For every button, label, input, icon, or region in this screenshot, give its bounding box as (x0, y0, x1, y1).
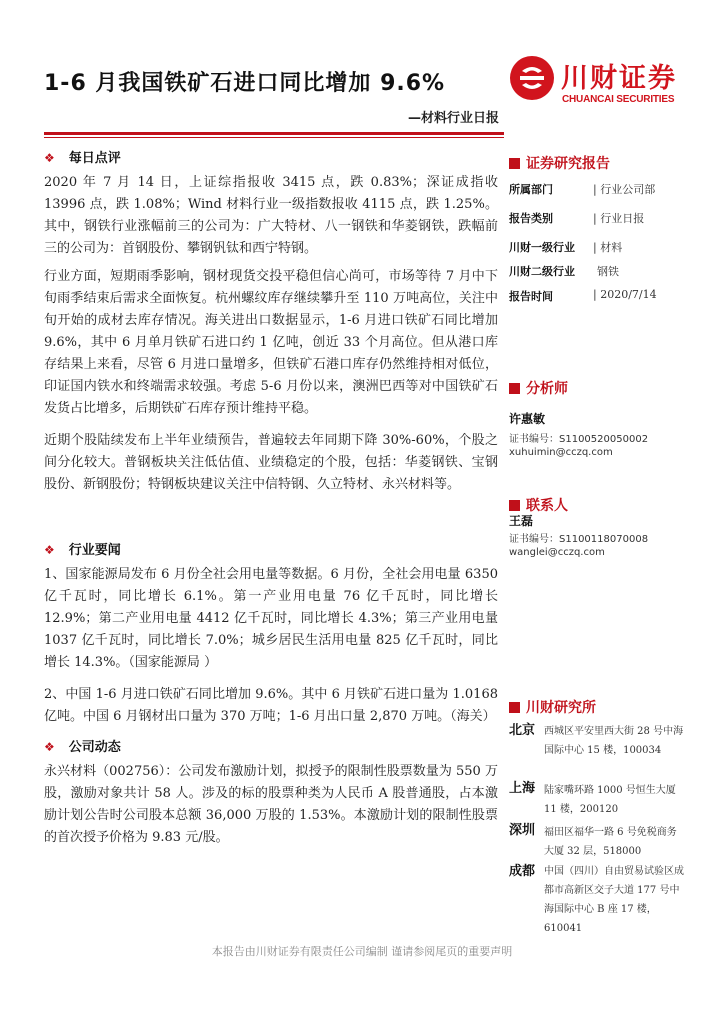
report-subtitle: —材料行业日报 (407, 111, 499, 126)
square-bullet-icon (509, 702, 520, 713)
info-row-date: 报告时间 | 2020/7/14 (509, 288, 657, 303)
industry-news-1: 1、国家能源局发布 6 月份全社会用电量等数据。6 月份，全社会用电量 6350 亿千瓦时，同比增长 6.1%。第一产业用电量 76 亿千瓦时，同比增长 12.9%；第二产业用电量 4412 亿千瓦时，同比增长 4.3%；第三产业用电量 1037 亿千瓦时，同比增长 7.0%；城乡居民生活用电量 825 亿千瓦时，同比增长 14.3%。（国家能源局 ） (44, 567, 498, 670)
contact-name: 王磊 (509, 514, 534, 528)
square-bullet-icon (509, 500, 520, 511)
office-city-chengdu: 成都 (509, 864, 536, 879)
square-bullet-icon (509, 158, 520, 169)
chuancai-logo-icon (509, 55, 555, 101)
office-address-chengdu: 中国（四川）自由贸易试验区成都市高新区交子大道 177 号中海国际中心 B 座 17 楼，610041 (544, 866, 684, 934)
industry-news-2: 2、中国 1-6 月进口铁矿石同比增加 9.6%。其中 6 月铁矿石进口量为 1.0168 亿吨。中国 6 月钢材出口量为 370 万吨；1-6 月出口量 2,870 万吨。（海关） (44, 687, 498, 724)
office-address-shenzhen: 福田区福华一路 6 号免税商务大厦 32 层，518000 (544, 827, 677, 857)
daily-paragraph-3: 近期个股陆续发布上半年业绩预告，普遍较去年同期下降 30%-60%，个股之间分化较大。普钢板块关注低估值、业绩稳定的个股，包括：华菱钢铁、宝钢股份、新钢股份；特钢板块建议关注中信特钢、久立特材、永兴材料等。 (44, 433, 498, 492)
company-news-1: 永兴材料（002756）：公司发布激励计划，拟授予的限制性股票数量为 550 万股，激励对象共计 58 人。涉及的标的股票种类为人民币 A 股普通股，占本激励计划公告时公司股本总额 36,000 万股的 1.53%。本激励计划的限制性股票的首次授予价格为 9.83 元/股。 (44, 764, 498, 845)
logo-english-name: CHUANCAI SECURITIES (562, 94, 675, 105)
institute-heading: 川财研究所 (509, 697, 596, 717)
daily-paragraph-2: 行业方面，短期雨季影响，钢材现货交投平稳但信心尚可，市场等待 7 月中下旬雨季结束后需求全面恢复。杭州螺纹库存继续攀升至 110 万吨高位，关注中旬开始的成材去库存情况。海关进出口数据显示，1-6 月进口铁矿石同比增加 9.6%，其中 6 月单月铁矿石进口约 1 亿吨，创近 33 个月高位。但从港口库存结果上来看，尽管 6 月进口量增多，但铁矿石港口库存仍然维持相对低位，印证国内铁水和终端需求较强。考虑 5-6 月份以来，澳洲巴西等对中国铁矿石发货占比增多，后期铁矿石库存预计维持平稳。 (44, 269, 498, 416)
office-address-shanghai: 陆家嘴环路 1000 号恒生大厦 11 楼，200120 (544, 785, 676, 815)
analyst-cert: 证书编号：S1100520050002 (509, 434, 649, 445)
section-company-heading: ❖ 公司动态 (44, 740, 121, 755)
office-city-shanghai: 上海 (509, 781, 536, 796)
office-city-beijing: 北京 (509, 723, 536, 738)
office-city-shenzhen: 深圳 (509, 823, 536, 838)
square-bullet-icon (509, 383, 520, 394)
daily-paragraph-1: 2020 年 7 月 14 日，上证综指报收 3415 点，跌 0.83%；深证成指收 13996 点，跌 1.08%；Wind 材料行业一级指数报收 4115 点，跌 1.25%。其中，钢铁行业涨幅前三的公司为：广大特材、八一钢铁和华菱钢铁，跌幅前三的公司为：首钢股份、攀钢钒钛和西宁特钢。 (44, 175, 498, 256)
contact-email[interactable]: wanglei@cczq.com (509, 547, 605, 558)
diamond-bullet-icon: ❖ (44, 740, 55, 754)
section-industry-heading: ❖ 行业要闻 (44, 543, 121, 558)
contact-cert: 证书编号：S1100118070008 (509, 534, 649, 545)
info-row-industry-l2: 川财二级行业 钢铁 (509, 265, 619, 278)
report-info-heading: 证券研究报告 (509, 153, 610, 173)
info-row-industry-l1: 川财一级行业 | 材料 (509, 241, 623, 254)
title-rule-thin (44, 137, 504, 138)
section-daily-heading: ❖ 每日点评 (44, 151, 121, 166)
info-row-department: 所属部门 | 行业公司部 (509, 183, 656, 196)
diamond-bullet-icon: ❖ (44, 543, 55, 557)
analyst-name: 许惠敏 (509, 412, 546, 426)
footer-disclaimer: 本报告由川财证券有限责任公司编制 谨请参阅尾页的重要声明 (211, 945, 513, 958)
info-row-category: 报告类别 | 行业日报 (509, 212, 645, 225)
logo-chinese-name: 川财证券 (561, 63, 677, 94)
report-title: 1-6 月我国铁矿石进口同比增加 9.6% (44, 71, 446, 96)
contact-heading: 联系人 (509, 495, 568, 515)
title-rule (44, 132, 504, 135)
analyst-email[interactable]: xuhuimin@cczq.com (509, 447, 613, 458)
diamond-bullet-icon: ❖ (44, 151, 55, 165)
analyst-heading: 分析师 (509, 378, 568, 398)
office-address-beijing: 西城区平安里西大街 28 号中海国际中心 15 楼，100034 (544, 726, 684, 756)
